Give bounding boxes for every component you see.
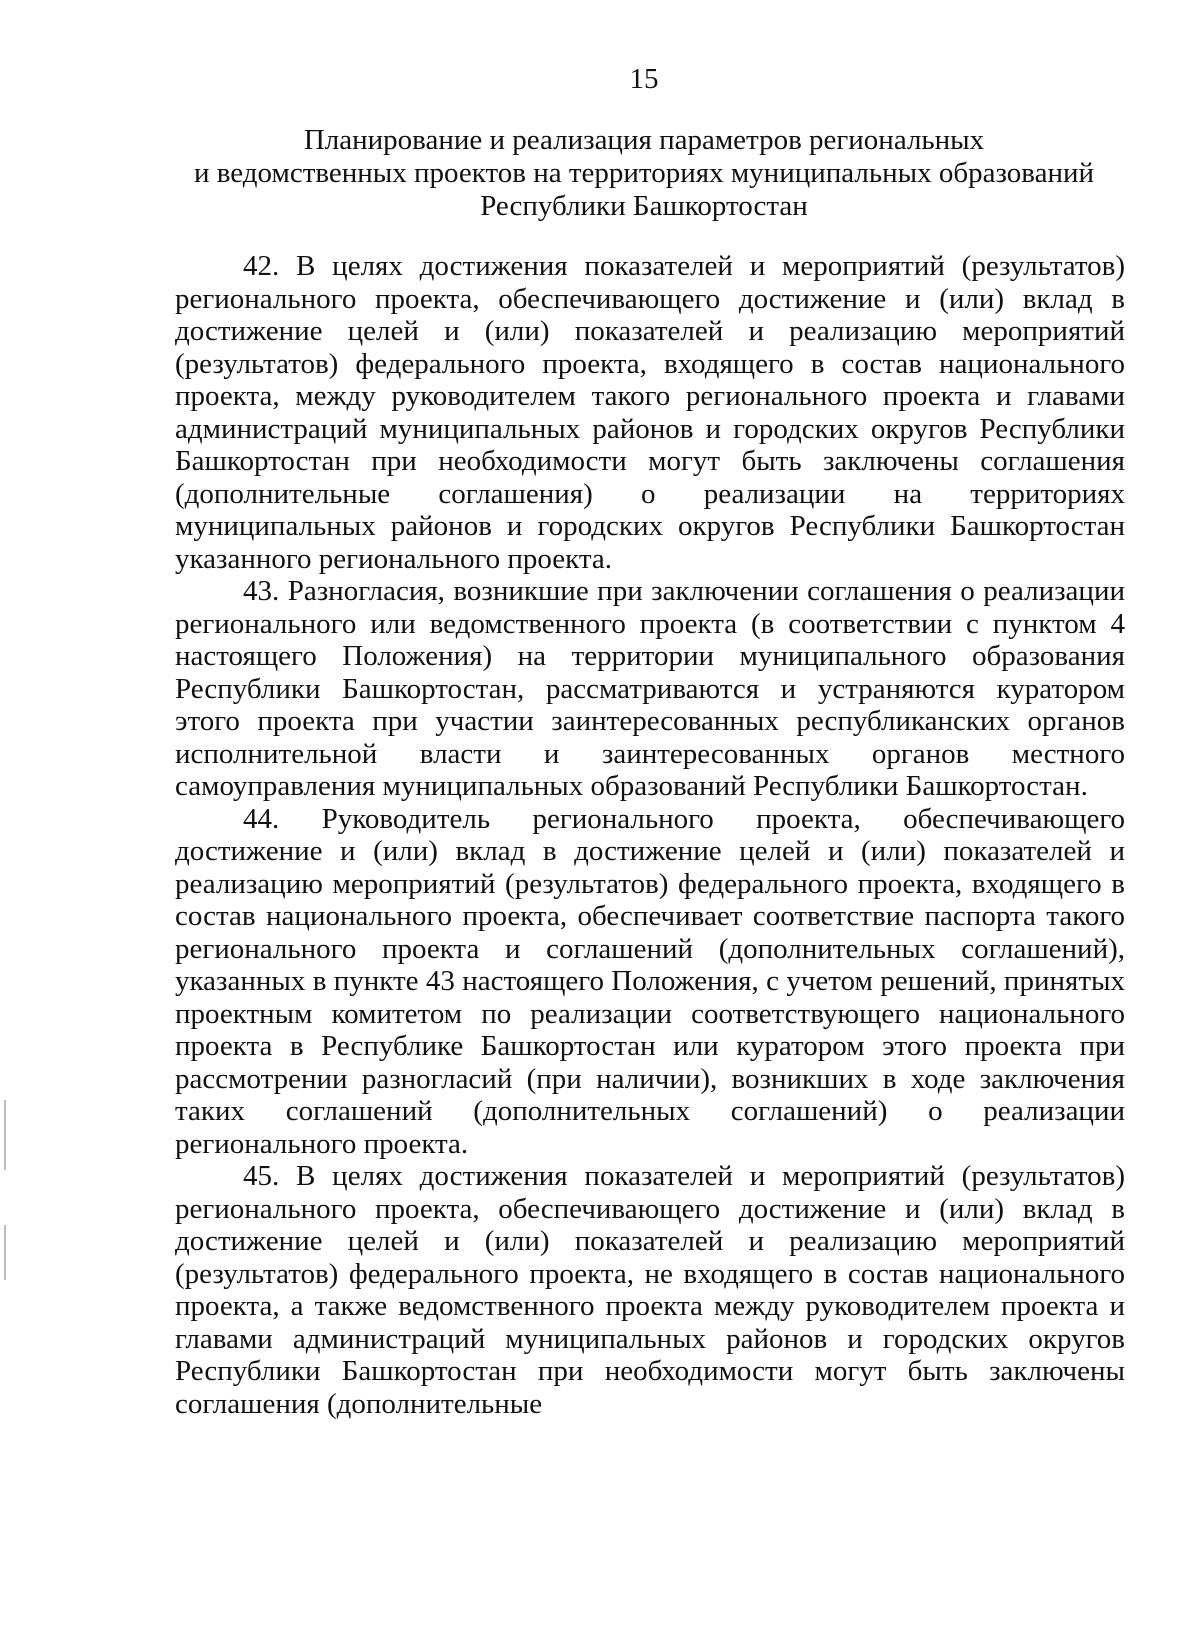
paragraph-45: 45. В целях достижения показателей и мероприятий (результатов) регионального проекта, обеспечивающего достижение и (или) вклад в достижение целей и (или) показателей и реализацию мероприятий (результатов) федерального проекта, не входящего в состав национального проекта, а также ведомственного проекта между руководителем проекта и главами администраций муниципальных районов и городских округов Республики Башкортостан при необходимости могут быть заключены соглашения (дополнительные [175, 1160, 1125, 1420]
section-title-line: Республики Башкортостан [480, 190, 808, 222]
paragraph-43: 43. Разногласия, возникшие при заключении соглашения о реализации регионального или ведомственного проекта (в соответствии с пунктом 4 настоящего Положения) на территории муниципального образования Республики Башкортостан, рассматриваются и устраняются куратором этого проекта при участии заинтересованных республиканских органов исполнительной власти и заинтересованных органов местного самоуправления муниципальных образований Республики Башкортостан. [175, 575, 1125, 802]
section-title-line: и ведомственных проектов на территориях муниципальных образований [193, 157, 1095, 189]
page-number: 15 [629, 63, 659, 95]
paragraph-42: 42. В целях достижения показателей и мероприятий (результатов) регионального проекта, обеспечивающего достижение и (или) вклад в достижение целей и (или) показателей и реализацию мероприятий (результатов) федерального проекта, входящего в состав национального проекта, между руководителем такого регионального проекта и главами администраций муниципальных районов и городских округов Республики Башкортостан при необходимости могут быть заключены соглашения (дополнительные соглашения) о реализации на территориях муниципальных районов и городских округов Республики Башкортостан указанного регионального проекта. [175, 250, 1125, 575]
paragraph-44: 44. Руководитель регионального проекта, обеспечивающего достижение и (или) вклад в достижение целей и (или) показателей и реализацию мероприятий (результатов) федерального проекта, входящего в состав национального проекта, обеспечивает соответствие паспорта такого регионального проекта и соглашений (дополнительных соглашений), указанных в пункте 43 настоящего Положения, с учетом решений, принятых проектным комитетом по реализации соответствующего национального проекта в Республике Башкортостан или куратором этого проекта при рассмотрении разногласий (при наличии), возникших в ходе заключения таких соглашений (дополнительных соглашений) о реализации регионального проекта. [175, 802, 1125, 1160]
scan-edge-mark [4, 1225, 6, 1280]
section-title [160, 124, 1128, 223]
section-title-line: Планирование и реализация параметров региональных [303, 124, 985, 156]
document-body [175, 250, 1125, 1420]
scan-edge-mark [4, 1100, 6, 1170]
